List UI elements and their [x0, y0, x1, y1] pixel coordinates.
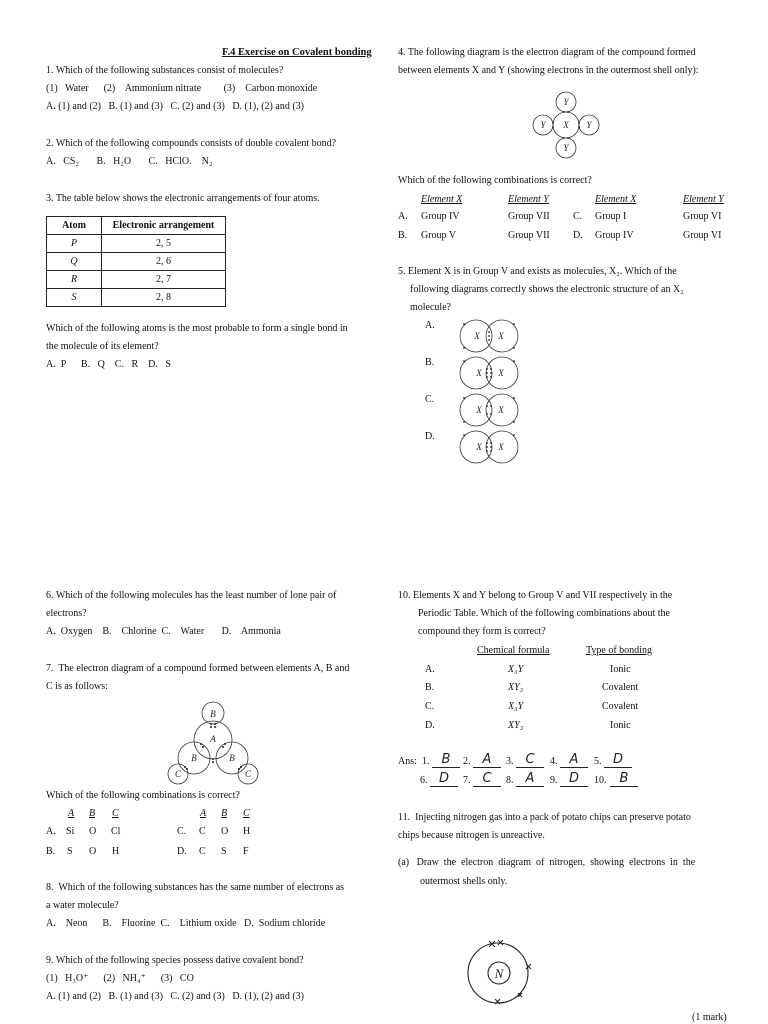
- q4-label: Y: [563, 97, 569, 107]
- answer-value: B: [432, 752, 460, 768]
- q10-header-bonding: Type of bonding: [586, 645, 652, 656]
- q4-col-header: Element Y: [508, 194, 549, 205]
- q5-atom-label: X: [498, 368, 504, 378]
- q4-row-cell: Group IV: [595, 230, 634, 241]
- q3-atom: Q: [47, 253, 102, 271]
- q4-row-cell: Group V: [421, 230, 457, 241]
- q7-row-cell: Si: [66, 826, 75, 837]
- table-row: [47, 235, 226, 253]
- q10-row-bonding: Ionic: [610, 664, 631, 675]
- answer-value: B: [610, 771, 638, 787]
- q10-row-letter: D.: [425, 720, 435, 731]
- q3-arrangement: 2, 6: [102, 253, 226, 271]
- q11-marks: (1 mark): [692, 1012, 727, 1023]
- q10-row-letter: B.: [425, 682, 435, 693]
- q7-label: B: [191, 753, 197, 763]
- answer-number: 8.: [506, 775, 514, 786]
- q5-option-letter: B.: [425, 357, 435, 368]
- q9-stem: 9. Which of the following species possess dative covalent bond?: [46, 955, 304, 966]
- q4-row-cell: Group I: [595, 211, 627, 222]
- q4-row-cell: Group VI: [683, 211, 722, 222]
- q11-drawn-nitrogen-diagram: [458, 938, 540, 1008]
- q5-option-letter: A.: [425, 320, 435, 331]
- page-title: F.4 Exercise on Covalent bonding: [222, 47, 372, 58]
- answer-value: A: [473, 752, 501, 768]
- q7-label: A: [210, 734, 216, 744]
- answer-number: 4.: [550, 756, 558, 767]
- q4-stem-line2: between elements X and Y (showing electrons in the outermost shell only):: [398, 65, 699, 76]
- q4-col-header: Element Y: [683, 194, 724, 205]
- q4-question: Which of the following combinations is correct?: [398, 175, 592, 186]
- q7-header-a: A: [200, 808, 207, 819]
- q4-col-header: Element X: [421, 194, 463, 205]
- q7-row-cell: F: [243, 846, 249, 857]
- q5-stem-line3: molecule?: [410, 302, 452, 313]
- answer-value: A: [560, 752, 588, 768]
- q8-stem-line1: 8. Which of the following substances has the same number of electrons as: [46, 882, 345, 893]
- q4-label: Y: [586, 120, 592, 130]
- q11-part-a-line2: outermost shells only.: [420, 876, 508, 887]
- q7-row-cell: O: [89, 826, 97, 837]
- answer-value: A: [516, 771, 544, 787]
- q5-stem-line2: following diagrams correctly shows the electronic structure of an X₂: [410, 284, 684, 295]
- q7-header-b: B: [89, 808, 96, 819]
- q6-stem-line2: electrons?: [46, 608, 87, 619]
- q7-label: C: [174, 769, 182, 779]
- q9-options: A. (1) and (2) B. (1) and (3) C. (2) and (3) D. (1), (2) and (3): [46, 991, 304, 1002]
- q3-atom: S: [47, 289, 102, 307]
- q4-row-letter: D.: [573, 230, 583, 241]
- q5-option-letter: C.: [425, 394, 435, 405]
- q4-row-cell: Group IV: [421, 211, 460, 222]
- q7-row-cell: C: [199, 846, 206, 857]
- q7-question: Which of the following combinations is correct?: [46, 790, 240, 801]
- q2-options: A. CS₂ B. H₂O C. HClO. N₂: [46, 156, 213, 167]
- q5-atom-label: X: [476, 442, 482, 452]
- q5-stem-line1: 5. Element X is in Group V and exists as molecules, X₂. Which of the: [398, 266, 677, 277]
- q1-options: A. (1) and (2) B. (1) and (3) C. (2) and (3) D. (1), (2) and (3): [46, 101, 304, 112]
- q10-row-letter: C.: [425, 701, 435, 712]
- q3-atom: R: [47, 271, 102, 289]
- q7-row-cell: S: [221, 846, 227, 857]
- answers-label: Ans:: [398, 756, 417, 767]
- q7-stem-line1: 7. The electron diagram of a compound formed between elements A, B and: [46, 663, 350, 674]
- q7-row-option-letter: B.: [46, 846, 56, 857]
- q7-row-option-letter: D.: [177, 846, 187, 857]
- q4-row-letter: A.: [398, 211, 408, 222]
- q5-atom-label: X: [476, 405, 482, 415]
- q4-label: Y: [563, 143, 569, 153]
- answer-value: C: [516, 752, 544, 768]
- q3-atom: P: [47, 235, 102, 253]
- q11-n-label: N: [494, 966, 504, 981]
- q3-options: A. P B. Q C. R D. S: [46, 359, 171, 370]
- q5-atom-label: X: [498, 442, 504, 452]
- q7-row-cell: H: [112, 846, 120, 857]
- q10-row-formula: X₃Y: [508, 664, 524, 675]
- q5-atom-label: X: [474, 331, 480, 341]
- table-row: [47, 253, 226, 271]
- q5-atom-label: X: [498, 331, 504, 341]
- q5-diagrams: [456, 316, 522, 468]
- q5-option-letter: D.: [425, 431, 435, 442]
- q4-row-letter: C.: [573, 211, 583, 222]
- q3-arrangement: 2, 5: [102, 235, 226, 253]
- answer-number: 9.: [550, 775, 558, 786]
- q7-header-a: A: [68, 808, 75, 819]
- q3-header-atom: Atom: [47, 217, 102, 235]
- q7-row-cell: C: [199, 826, 206, 837]
- q5-atom-label: X: [476, 368, 482, 378]
- q6-options: A. Oxygen B. Chlorine C. Water D. Ammonia: [46, 626, 281, 637]
- q4-row-cell: Group VII: [508, 211, 550, 222]
- q1-items: (1) Water (2) Ammonium nitrate (3) Carbon monoxide: [46, 83, 318, 94]
- answer-value: D: [560, 771, 588, 787]
- answer-value: C: [473, 771, 501, 787]
- q3-table: [46, 216, 226, 307]
- q4-row-letter: B.: [398, 230, 408, 241]
- q10-row-letter: A.: [425, 664, 435, 675]
- q1-stem: 1. Which of the following substances consist of molecules?: [46, 65, 284, 76]
- q10-row-bonding: Covalent: [602, 682, 639, 693]
- answer-value: D: [430, 771, 458, 787]
- q10-row-formula: XY₃: [508, 682, 524, 693]
- q8-options: A. Neon B. Fluorine C. Lithium oxide D. Sodium chloride: [46, 918, 326, 929]
- q4-electron-diagram: [528, 88, 604, 160]
- q7-row-option-letter: A.: [46, 826, 56, 837]
- q7-electron-diagram: [160, 700, 270, 786]
- q11-stem-line2: chips because nitrogen is unreactive.: [398, 830, 545, 841]
- q7-header-b: B: [221, 808, 228, 819]
- q4-col-header: Element X: [595, 194, 637, 205]
- q5-atom-label: X: [498, 405, 504, 415]
- answer-number: 5.: [594, 756, 602, 767]
- q10-row-formula: X₃Y: [508, 701, 524, 712]
- answer-number: 2.: [463, 756, 471, 767]
- answer-number: 10.: [594, 775, 607, 786]
- q7-header-c: C: [243, 808, 250, 819]
- q10-stem-line1: 10. Elements X and Y belong to Group V and VII respectively in the: [398, 590, 673, 601]
- table-row: [47, 289, 226, 307]
- q7-stem-line2: C is as follows:: [46, 681, 108, 692]
- q3-arrangement: 2, 7: [102, 271, 226, 289]
- q7-label: B: [229, 753, 235, 763]
- q7-row-cell: O: [89, 846, 97, 857]
- q3-question-line2: the molecule of its element?: [46, 341, 159, 352]
- q7-row-cell: O: [221, 826, 229, 837]
- q10-header-formula: Chemical formula: [477, 645, 550, 656]
- q7-label: B: [210, 709, 216, 719]
- q7-label: C: [244, 769, 252, 779]
- q7-row-option-letter: C.: [177, 826, 187, 837]
- q4-stem-line1: 4. The following diagram is the electron diagram of the compound formed: [398, 47, 696, 58]
- q3-header-arrangement: Electronic arrangement: [102, 217, 226, 235]
- q11-stem-line1: 11. Injecting nitrogen gas into a pack of potato chips can preserve potato: [398, 812, 691, 823]
- q10-stem-line2: Periodic Table. Which of the following combinations about the: [418, 608, 670, 619]
- q7-row-cell: S: [67, 846, 73, 857]
- q3-table-header: [47, 217, 226, 235]
- answer-number: 1.: [422, 756, 430, 767]
- q7-row-cell: Cl: [111, 826, 121, 837]
- q9-items: (1) H₃O⁺ (2) NH₄⁺ (3) CO: [46, 973, 194, 984]
- q10-row-formula: XY₃: [508, 720, 524, 731]
- q2-stem: 2. Which of the following compounds consists of double covalent bond?: [46, 138, 337, 149]
- q7-header-c: C: [112, 808, 119, 819]
- answer-value: D: [604, 752, 632, 768]
- answer-number: 3.: [506, 756, 514, 767]
- q4-label: Y: [540, 120, 546, 130]
- q6-stem-line1: 6. Which of the following molecules has the least number of lone pair of: [46, 590, 337, 601]
- q11-part-a-line1: (a) Draw the electron diagram of nitrogen, showing electrons in the: [398, 857, 696, 868]
- q4-row-cell: Group VI: [683, 230, 722, 241]
- q7-row-cell: H: [243, 826, 251, 837]
- table-row: [47, 271, 226, 289]
- answer-number: 7.: [463, 775, 471, 786]
- q10-row-bonding: Ionic: [610, 720, 631, 731]
- q10-row-bonding: Covalent: [602, 701, 639, 712]
- q10-stem-line3: compound they form is correct?: [418, 626, 546, 637]
- q3-stem: 3. The table below shows the electronic arrangements of four atoms.: [46, 193, 320, 204]
- q3-question-line1: Which of the following atoms is the most probable to form a single bond in: [46, 323, 348, 334]
- q3-arrangement: 2, 8: [102, 289, 226, 307]
- q4-label: X: [563, 120, 569, 130]
- answer-number: 6.: [420, 775, 428, 786]
- q8-stem-line2: a water molecule?: [46, 900, 119, 911]
- q4-row-cell: Group VII: [508, 230, 550, 241]
